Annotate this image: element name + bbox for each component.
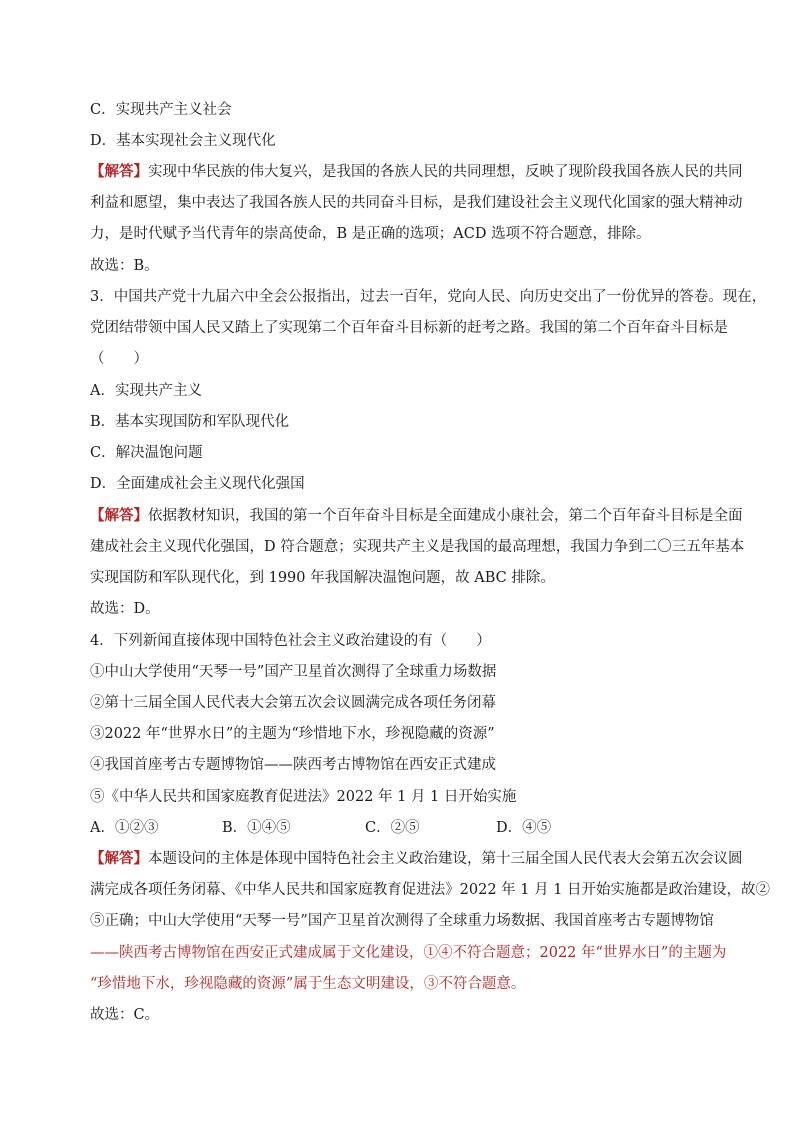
q4-item-3: ③2022 年“世界水日”的主题为“珍惜地下水，珍视隐藏的资源”: [90, 726, 495, 742]
answer-text: 本题设问的主体是体现中国特色社会主义政治建设，第十三届全国人民代表大会第五次会议圆: [148, 851, 743, 867]
q4-result: 故选：C。: [90, 1007, 160, 1023]
answer-tag: 【解答】: [90, 507, 148, 524]
q4-stem: 4．下列新闻直接体现中国特色社会主义政治建设的有（ ）: [90, 633, 491, 649]
q4-item-2: ②第十三届全国人民代表大会第五次会议圆满完成各项任务闭幕: [90, 695, 496, 711]
q4-option-d: D．④⑤: [496, 820, 552, 836]
q4-answer-line-3: ⑤正确；中山大学使用“天琴一号”国产卫星首次测得了全球重力场数据、我国首座考古专题博物馆: [90, 913, 714, 929]
q3-option-b: B．基本实现国防和军队现代化: [90, 414, 290, 430]
q4-answer-line-2: 满完成各项任务闭幕、《中华人民共和国家庭教育促进法》2022 年 1 月 1 日开始实施都是政治建设，故②: [90, 882, 771, 898]
answer-text: 依据教材知识，我国的第一个百年奋斗目标是全面建成小康社会，第二个百年奋斗目标是全面: [148, 508, 743, 524]
q4-option-b: B．①④⑤: [222, 820, 291, 836]
q4-answer-line-1: [90, 849, 743, 869]
q2-option-c: C．实现共产主义社会: [90, 102, 232, 118]
q4-answer-line-5: “珍惜地下水，珍视隐藏的资源”属于生态文明建设，③不符合题意。: [90, 976, 526, 992]
q3-option-c: C．解决温饱问题: [90, 445, 203, 461]
q2-result: 故选：B。: [90, 258, 159, 274]
q3-option-a: A．实现共产主义: [90, 383, 202, 399]
q2-answer-line-2: 利益和愿望，集中表达了我国各族人民的共同奋斗目标，是我们建设社会主义现代化国家的强大精神动: [90, 195, 743, 211]
q4-item-1: ①中山大学使用“天琴一号”国产卫星首次测得了全球重力场数据: [90, 664, 497, 680]
answer-tag: 【解答】: [90, 163, 148, 180]
q4-item-5: ⑤《中华人民共和国家庭教育促进法》2022 年 1 月 1 日开始实施: [90, 789, 517, 805]
q4-option-c: C．②⑤: [365, 820, 420, 836]
q2-answer-line-3: 力，是时代赋予当代青年的崇高使命，B 是正确的选项；ACD 选项不符合题意，排除。: [90, 226, 651, 242]
q2-answer-line-1: [90, 162, 743, 182]
answer-tag: 【解答】: [90, 850, 148, 867]
q3-option-d: D．全面建成社会主义现代化强国: [90, 476, 305, 492]
q3-stem-line-2: 党团结带领中国人民又踏上了实现第二个百年奋斗目标新的赶考之路。我国的第二个百年奋斗目标是: [90, 320, 728, 336]
q3-stem-line-1: 3．中国共产党十九届六中全会公报指出，过去一百年，党向人民、向历史交出了一份优异的答卷。现在，: [90, 289, 767, 305]
q3-stem-line-3: （ ）: [90, 351, 148, 367]
q3-answer-line-3: 实现国防和军队现代化，到 1990 年我国解决温饱问题，故 ABC 排除。: [90, 570, 555, 586]
q4-option-a: A．①②③: [90, 820, 159, 836]
q3-result: 故选：D。: [90, 601, 160, 617]
q2-option-d: D．基本实现社会主义现代化: [90, 133, 276, 149]
answer-text: 实现中华民族的伟大复兴，是我国的各族人民的共同理想，反映了现阶段我国各族人民的共同: [148, 164, 743, 180]
q4-item-4: ④我国首座考古专题博物馆——陕西考古博物馆在西安正式建成: [90, 757, 496, 773]
q4-answer-line-4: ——陕西考古博物馆在西安正式建成属于文化建设，①④不符合题意；2022 年“世界水日”的主题为: [90, 945, 727, 961]
q3-answer-line-1: [90, 506, 743, 526]
q3-answer-line-2: 建成社会主义现代化强国，D 符合题意；实现共产主义是我国的最高理想，我国力争到二〇三五年基本: [90, 539, 745, 555]
